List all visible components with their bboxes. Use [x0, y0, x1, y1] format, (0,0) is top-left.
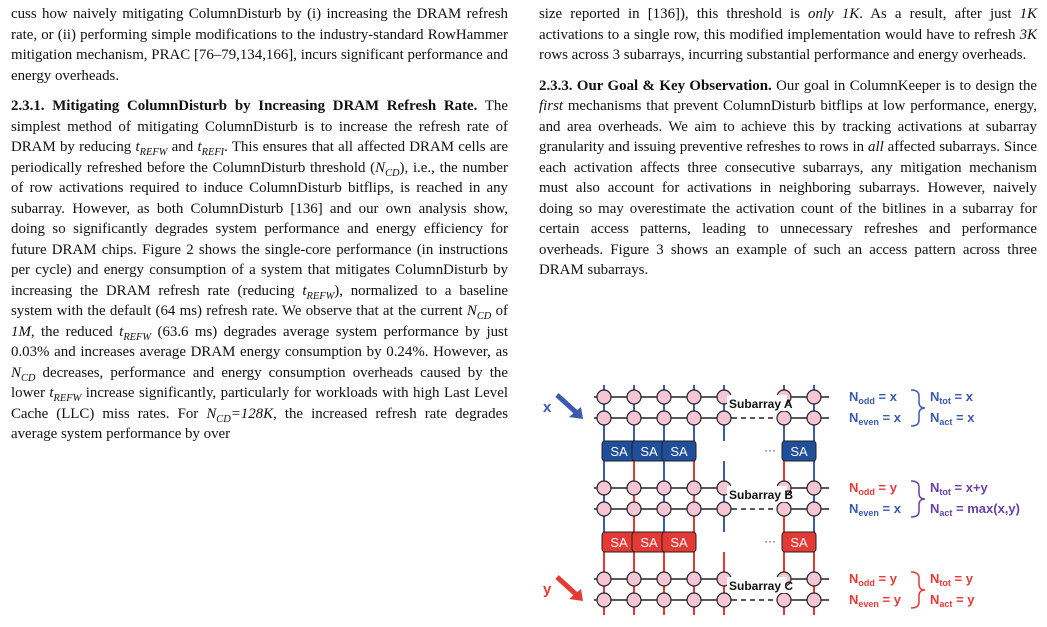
dram-cell [597, 593, 611, 607]
sense-amplifier-label: SA [610, 535, 628, 550]
sa-ellipsis: ··· [764, 443, 776, 457]
dram-cell [777, 411, 791, 425]
section-2-3-3-paragraph: 2.3.3. Our Goal & Key Observation. Our goal in ColumnKeeper is to design the first mechanisms that prevent ColumnDisturb bitflips at low performance, energy, and area overheads. We aim to achieve this by tracking activations at subarray granularity and issuing preventive refreshes to rows in all affected subarrays. Since each activation affects three consecutive subarrays, any mitigation mechanism must also account for activations in neighboring subarrays. However, naively doing so may overestimate the activation count of the bitlines in a subarray for certain access patterns, leading to unnecessary refreshes and performance overheads. Figure 3 shows an example of such an access pattern across three DRAM subarrays. [539, 77, 1037, 278]
ncd-128k-value: =128K [230, 405, 274, 422]
dram-cell [687, 390, 701, 404]
section-2-3-1-paragraph: 2.3.1. Mitigating ColumnDisturb by Increasing DRAM Refresh Rate. The simplest method of mitigating ColumnDisturb is to increase the refresh rate of DRAM by reducing $t_{REFW}$ and $t_{REFI}$. This ensures that all affected DRAM cells are periodically refreshed before the ColumnDisturb threshold $(N_{CD})$, i.e., the number of row activations required to induce ColumnDisturb bitflips, is reached in any subarray. However, as both ColumnDisturb [136] and our own analysis show, doing so significantly degrades system performance and energy efficiency for future DRAM chips. Figure 2 shows the single-core performance (in instructions per cycle) and energy consumption of a system that mitigates ColumnDisturb by increasing the DRAM refresh rate (reducing $t_{REFW}$), normalized to a baseline system with the default (64 ms) refresh rate. We observe that at the current $N_{CD}$ of 1M, the reduced $t_{REFW}$ (63.6 ms) degrades average system performance by just 0.03% and increases average DRAM energy consumption by 0.24%. However, as $N_{CD}$ decreases, performance and energy consumption overheads caused by the lower $t_{REFW}$ increase significantly, particularly for workloads with high Last Level Cache (LLC) miss rates. For $N_{CD}=128K$, the increased refresh rate degrades average system performance by over [11, 98, 509, 442]
subarray-a-counters [849, 389, 975, 427]
section-heading-2-3-1: 2.3.1. Mitigating ColumnDisturb by Increasing DRAM Refresh Rate. [11, 98, 478, 114]
first-emphasis: first [539, 98, 564, 114]
dram-cell [717, 593, 731, 607]
continued-paragraph: size reported in [136]), this threshold is only 1K. As a result, after just 1K activations to a single row, this modified implementation would have to refresh 3K rows across 3 subarrays, incurring substantial performance and energy overheads. [539, 6, 1037, 63]
subarray-c-label: Subarray C [729, 579, 794, 593]
dram-cell [657, 481, 671, 495]
dram-cell [597, 572, 611, 586]
sense-amplifier-label: SA [640, 444, 658, 459]
dram-cell [657, 390, 671, 404]
subarray-a-n-even: $N_{even} = x$ [849, 410, 901, 427]
one-k-value: 1K [1019, 6, 1037, 22]
dram-cell [687, 572, 701, 586]
ncd-symbol: $N_{CD}$ [466, 303, 492, 322]
one-m-value: 1M [11, 323, 31, 340]
t-refi-symbol: $t_{REFI}$ [197, 139, 225, 158]
dram-cell [597, 481, 611, 495]
subarray-c-counters [849, 571, 975, 609]
subarray-a-n-act: $N_{act} = x$ [930, 410, 975, 427]
subarray-c-n-odd: $N_{odd} = y$ [849, 571, 897, 588]
subarray-c-n-tot: $N_{tot} = y$ [930, 571, 973, 588]
dram-cell [687, 411, 701, 425]
ncd-symbol: $N_{CD}$ [11, 364, 36, 384]
sense-amplifier-label: SA [640, 535, 658, 550]
sense-amplifier-label: SA [790, 535, 808, 550]
activation-arrow-y [543, 577, 583, 601]
ncd-symbol: $N_{CD}$ [206, 405, 231, 425]
dram-cell [717, 411, 731, 425]
subarray-a-n-odd: $N_{odd} = x$ [849, 389, 897, 406]
t-refw-symbol: $t_{REFW}$ [302, 282, 335, 302]
dram-cell [627, 390, 641, 404]
dram-cell [687, 502, 701, 516]
dram-cell [807, 481, 821, 495]
dram-cell [717, 502, 731, 516]
dram-cell [627, 481, 641, 495]
dram-cell [657, 502, 671, 516]
dram-cell [597, 502, 611, 516]
t-refw-symbol: $t_{REFW}$ [119, 323, 152, 343]
intro-paragraph: cuss how naively mitigating ColumnDisturb by (i) increasing the DRAM refresh rate, or (ii) performing simple modifications to the industry-standard RowHammer mitigation mechanism, PRAC [76–79,134,166], incurs significant performance and energy overheads. [11, 6, 508, 84]
subarray-b-n-odd: $N_{odd} = y$ [849, 480, 897, 497]
subarray-a-n-tot: $N_{tot} = x$ [930, 389, 973, 406]
dram-cell [657, 593, 671, 607]
sense-amplifier-label: SA [790, 444, 808, 459]
dram-cell [687, 481, 701, 495]
subarray-c-n-even: $N_{even} = y$ [849, 592, 901, 609]
t-refw-symbol: $t_{REFW}$ [49, 385, 82, 404]
subarray-c-brace [911, 572, 925, 608]
dram-cell [777, 593, 791, 607]
sense-amplifier-label: SA [670, 444, 688, 459]
activation-arrow-x [543, 395, 583, 419]
one-k-value: 1K [841, 6, 860, 22]
dram-cell [627, 411, 641, 425]
all-emphasis: all [868, 139, 884, 155]
dram-cell [807, 593, 821, 607]
dram-cell [627, 502, 641, 516]
dram-cell [627, 572, 641, 586]
only-emphasis: only [808, 6, 834, 22]
sense-amplifier-label: SA [610, 444, 628, 459]
section-heading-2-3-3: 2.3.3. Our Goal & Key Observation. [539, 77, 772, 94]
dram-cell [627, 593, 641, 607]
three-k-value: 3K [1019, 26, 1037, 43]
t-refw-symbol: $t_{REFW}$ [135, 139, 168, 158]
subarray-a-label: Subarray A [729, 397, 793, 411]
subarray-b-label: Subarray B [729, 488, 794, 502]
subarray-b-brace [911, 481, 925, 517]
subarray-b-counters [849, 480, 1020, 518]
subarray-c-n-act: $N_{act} = y$ [930, 592, 975, 609]
subarray-b-n-tot: $N_{tot} = x+y$ [930, 480, 988, 497]
dram-cell [657, 411, 671, 425]
input-y-label: y [543, 581, 552, 598]
dram-cell [597, 390, 611, 404]
subarray-b-n-even: $N_{even} = x$ [849, 501, 901, 518]
dram-cell [807, 390, 821, 404]
dram-cell [687, 593, 701, 607]
subarray-b-n-act: $N_{act} = \max(x,y)$ [930, 501, 1020, 518]
input-x-label: x [543, 399, 552, 416]
sense-amplifier-label: SA [670, 535, 688, 550]
dram-cell [657, 572, 671, 586]
dram-cell [807, 572, 821, 586]
subarray-diagram [539, 377, 1037, 625]
dram-cell [597, 411, 611, 425]
subarray-a-brace [911, 390, 925, 426]
ncd-symbol: $N_{CD}$ [375, 159, 400, 179]
sa-ellipsis: ··· [764, 534, 776, 548]
right-column [539, 4, 1037, 281]
dram-cell [807, 411, 821, 425]
dram-cell [777, 502, 791, 516]
left-column [11, 4, 508, 445]
dram-cell [807, 502, 821, 516]
